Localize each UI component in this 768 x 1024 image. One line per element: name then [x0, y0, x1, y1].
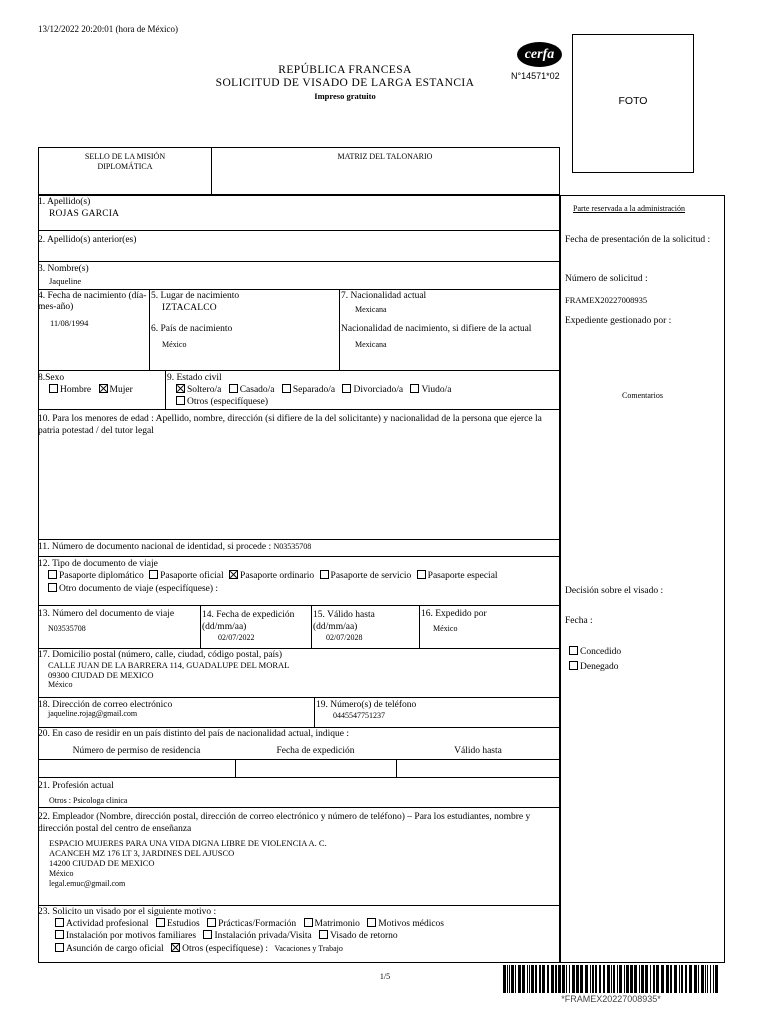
marriage-checkbox[interactable]	[304, 918, 313, 927]
barcode-bar	[701, 965, 704, 993]
civil-separated[interactable]: Separado/a	[282, 385, 335, 395]
barcode-bar	[653, 965, 655, 993]
surname-field[interactable]: ROJAS GARCIA	[49, 209, 120, 219]
barcode-bar	[585, 965, 588, 993]
field-2-label: 2. Apellido(s) anterior(es)	[38, 235, 137, 245]
purpose-training[interactable]: Prácticas/Formación	[207, 919, 296, 929]
barcode-bar	[569, 965, 570, 993]
barcode-bar	[576, 965, 579, 993]
purpose-studies[interactable]: Estudios	[156, 919, 200, 929]
photo-box	[572, 34, 694, 173]
field-4-label: 4. Fecha de nacimiento (día-mes-año)	[38, 291, 147, 312]
form-subtitle: Impreso gratuito	[314, 91, 376, 101]
barcode-bar	[685, 965, 687, 993]
training-checkbox[interactable]	[207, 918, 216, 927]
service-checkbox[interactable]	[320, 570, 329, 579]
barcode-bar	[613, 965, 615, 993]
doc-other[interactable]: Otro documento de viaje (especifíquese) :	[48, 583, 218, 594]
purpose-family[interactable]: Instalación por motivos familiares	[55, 931, 196, 941]
barcode-bar	[527, 965, 528, 993]
form-title: SOLICITUD DE VISADO DE LARGA ESTANCIA	[215, 77, 475, 89]
residence-permit-header: Número de permiso de residencia	[72, 746, 201, 756]
barcode-text: *FRAMEX20227008935*	[561, 994, 661, 1004]
admin-comments-label: Comentarios	[622, 391, 663, 400]
single-checkbox[interactable]	[176, 384, 185, 393]
employer-line-2: ACANCEH MZ 176 LT 3, JARDINES DEL AJUSCO	[49, 848, 235, 858]
denied-checkbox[interactable]	[569, 661, 578, 670]
sex-male[interactable]: Hombre	[49, 385, 91, 395]
barcode-bar	[707, 965, 708, 993]
civil-married[interactable]: Casado/a	[229, 385, 275, 395]
barcode-bar	[509, 965, 510, 993]
barcode-bar	[619, 965, 622, 993]
field-11-label: 11. Número de documento nacional de identidad, si procede :	[38, 542, 274, 552]
birth-nationality-field[interactable]: Mexicana	[355, 340, 387, 349]
travel-doc-number-field[interactable]: N03535708	[48, 624, 86, 633]
barcode-bar	[626, 965, 629, 993]
field-7-label: 7. Nacionalidad actual	[341, 291, 427, 301]
barcode-bar	[670, 965, 672, 993]
civil-single[interactable]: Soltero/a	[176, 385, 221, 395]
address-line-3: México	[48, 680, 73, 689]
field-5-label: 5. Lugar de nacimiento	[151, 291, 240, 301]
field-14-label: 14. Fecha de expedición (dd/mm/aa)	[202, 610, 295, 632]
travel-doc-options	[48, 570, 498, 581]
field-18-label: 18. Dirección de correo electrónico	[38, 700, 173, 710]
field-22-label: 22. Empleador (Nombre, dirección postal, dirección de correo electrónico y número de teléfono) – Para los estudiantes, nombre y dirección postal del centro de enseñanza	[38, 812, 531, 834]
return-visa-checkbox[interactable]	[319, 930, 328, 939]
field-8-label: 8.Sexo	[38, 373, 65, 383]
country-heading: REPÚBLICA FRANCESA	[278, 64, 412, 76]
barcode-bar	[705, 965, 706, 993]
barcode-bar	[529, 965, 530, 993]
field-11	[38, 542, 311, 552]
barcode-bar	[531, 965, 534, 993]
barcode-bar	[624, 965, 625, 993]
doc-service[interactable]: Pasaporte de servicio	[320, 571, 412, 581]
form-number: N°14571*02	[511, 71, 560, 81]
barcode-bar	[515, 965, 516, 993]
barcode-bar	[630, 965, 633, 993]
employer-line-5: legal.emuc@gmail.com	[49, 879, 126, 888]
field-13-label: 13. Número del documento de viaje	[38, 609, 175, 619]
barcode-bar	[694, 965, 697, 993]
field-20-label: 20. En caso de residir en un país distinto del país de nacionalidad actual, indique :	[38, 729, 350, 739]
diplomatic-checkbox[interactable]	[48, 570, 57, 579]
cerfa-logo	[517, 42, 562, 67]
purpose-row-2	[55, 930, 398, 941]
admin-title: Parte reservada a la administración	[573, 204, 685, 213]
stub-matrix-label: MATRIZ DEL TALONARIO	[337, 152, 433, 161]
barcode-bar	[715, 965, 718, 993]
barcode-bar	[603, 965, 605, 993]
employer-line-1: ESPACIO MUJERES PARA UNA VIDA DIGNA LIBRE DE VIOLENCIA A. C.	[49, 838, 327, 848]
field-6-label: 6. País de nacimiento	[151, 324, 233, 334]
admin-granted[interactable]: Concedido	[569, 646, 621, 657]
admin-denied[interactable]: Denegado	[569, 661, 619, 672]
purpose-return[interactable]: Visado de retorno	[319, 931, 398, 941]
doc-diplomatic[interactable]: Pasaporte diplomático	[48, 571, 144, 581]
field-9-label: 9. Estado civil	[167, 373, 222, 383]
barcode-bar	[713, 965, 714, 993]
purpose-other[interactable]: Otros (especifíquese) :	[171, 944, 268, 954]
barcode-bar	[507, 965, 508, 993]
photo-label: FOTO	[618, 95, 648, 107]
barcode-bar	[645, 965, 648, 993]
admin-decision-label: Decisión sobre el visado :	[565, 586, 664, 596]
field-1-label: 1. Apellido(s)	[38, 197, 91, 207]
admin-number-value: FRAMEX20227008935	[565, 295, 648, 305]
address-line-2: 09300 CIUDAD DE MEXICO	[48, 670, 154, 680]
field-3-label: 3. Nombre(s)	[38, 264, 89, 274]
civil-divorced[interactable]: Divorciado/a	[342, 385, 403, 395]
purpose-professional[interactable]: Actividad profesional	[55, 919, 149, 929]
other-doc-checkbox[interactable]	[48, 583, 57, 592]
page-number: 1/5	[379, 972, 391, 981]
barcode-bar	[710, 965, 711, 993]
employer-line-3: 14200 CIUDAD DE MEXICO	[49, 858, 155, 868]
barcode-bar	[542, 965, 545, 993]
valid-until-field[interactable]: 02/07/2028	[326, 633, 363, 642]
barcode-bar	[522, 965, 525, 993]
barcode-bar	[607, 965, 610, 993]
field-21-label: 21. Profesión actual	[38, 781, 114, 791]
birth-nationality-label: Nacionalidad de nacimiento, si difiere de la actual	[341, 324, 532, 334]
given-name-field[interactable]: Jaqueline	[49, 276, 82, 286]
barcode-bar	[562, 965, 565, 993]
purpose-private-visit[interactable]: Instalación privada/Visita	[203, 931, 311, 941]
national-id-field[interactable]: N03535708	[273, 542, 312, 551]
field-12-label: 12. Tipo de documento de viaje	[38, 559, 158, 569]
official-checkbox[interactable]	[149, 570, 158, 579]
official-post-checkbox[interactable]	[55, 943, 64, 952]
field-15-label: 15. Válido hasta (dd/mm/aa)	[313, 610, 375, 632]
issued-by-field[interactable]: México	[433, 624, 458, 633]
birth-date-field[interactable]: 11/08/1994	[50, 318, 89, 328]
mission-seal-label: SELLO DE LA MISIÓN DIPLOMÁTICA	[84, 152, 166, 171]
ordinary-checkbox[interactable]	[229, 570, 238, 579]
barcode-bar	[503, 965, 506, 993]
barcode-bar	[656, 965, 659, 993]
field-10-label: 10. Para los menores de edad : Apellido, nombre, dirección (si difiere de la del solicitante) y nacionalidad de la persona que ejerce la patria potestad / del tutor legal	[38, 414, 542, 436]
civil-other[interactable]: Otros (especifíquese)	[176, 396, 268, 407]
civil-widowed[interactable]: Viudo/a	[410, 385, 451, 395]
barcode-bar	[679, 965, 680, 993]
barcode-bar	[558, 965, 561, 993]
doc-special[interactable]: Pasaporte especial	[417, 571, 498, 581]
divorced-checkbox[interactable]	[342, 384, 351, 393]
barcode-bar	[572, 965, 575, 993]
barcode-bar	[580, 965, 583, 993]
medical-checkbox[interactable]	[367, 918, 376, 927]
barcode-bar	[599, 965, 601, 993]
barcode-bar	[592, 965, 594, 993]
separated-checkbox[interactable]	[282, 384, 291, 393]
purpose-marriage[interactable]: Matrimonio	[304, 919, 360, 929]
address-line-1: CALLE JUAN DE LA BARRERA 114, GUADALUPE DEL MORAL	[48, 660, 290, 670]
special-checkbox[interactable]	[417, 570, 426, 579]
barcode-bar	[555, 965, 557, 993]
field-19-label: 19. Número(s) de teléfono	[316, 700, 417, 710]
male-checkbox[interactable]	[49, 384, 58, 393]
professional-checkbox[interactable]	[55, 918, 64, 927]
cerfa-logo-text: cerfa	[524, 47, 555, 62]
barcode-bar	[698, 965, 699, 993]
admin-number-label: Número de solicitud :	[565, 274, 648, 284]
barcode-bar	[611, 965, 612, 993]
employer-field[interactable]	[49, 838, 327, 889]
barcode-bar	[535, 965, 537, 993]
married-checkbox[interactable]	[229, 384, 238, 393]
profession-field[interactable]: Otros : Psicologa clinica	[49, 796, 128, 805]
purpose-official-post[interactable]: Asunción de cargo oficial	[55, 944, 164, 954]
barcode-bar	[650, 965, 651, 993]
other-purpose-checkbox[interactable]	[171, 943, 180, 952]
residence-valid-header: Válido hasta	[454, 746, 502, 756]
admin-handled-label: Expediente gestionado por :	[565, 316, 672, 326]
admin-section	[560, 195, 725, 963]
print-timestamp: 13/12/2022 20:20:01 (hora de México)	[38, 24, 178, 34]
employer-line-4: México	[49, 869, 74, 878]
sex-female[interactable]: Mujer	[99, 385, 133, 395]
purpose-medical[interactable]: Motivos médicos	[367, 919, 444, 929]
civil-status-options	[176, 384, 456, 395]
barcode-bar	[689, 965, 692, 993]
other-purpose-field[interactable]: Vacaciones y Trabajo	[274, 944, 343, 953]
barcode-bar	[566, 965, 567, 993]
barcode-bar	[547, 965, 549, 993]
phone-field[interactable]: 0445547751237	[333, 711, 385, 720]
barcode-bar	[639, 965, 640, 993]
widowed-checkbox[interactable]	[410, 384, 419, 393]
barcode-bar	[666, 965, 669, 993]
field-23-label: 23. Solicito un visado por el siguiente motivo :	[38, 907, 217, 917]
barcode-bar	[634, 965, 637, 993]
barcode-bar	[539, 965, 541, 993]
barcode-bar	[617, 965, 618, 993]
granted-checkbox[interactable]	[569, 646, 578, 655]
birth-country-field[interactable]: México	[162, 340, 187, 349]
purpose-row-1	[55, 918, 444, 929]
birth-place-field[interactable]: IZTACALCO	[162, 303, 217, 313]
field-17-label: 17. Domicilio postal (número, calle, ciudad, código postal, país)	[38, 650, 283, 660]
barcode-bar	[681, 965, 683, 993]
doc-ordinary[interactable]: Pasaporte ordinario	[229, 571, 314, 581]
barcode-bar	[551, 965, 554, 993]
barcode-bar	[511, 965, 514, 993]
barcode	[503, 965, 719, 993]
residence-issue-header: Fecha de expedición	[276, 746, 355, 756]
purpose-row-3	[55, 943, 343, 954]
barcode-bar	[661, 965, 664, 993]
nationality-field[interactable]: Mexicana	[355, 305, 387, 314]
issue-date-field[interactable]: 02/07/2022	[218, 633, 255, 642]
email-field[interactable]: jaqueline.rojag@gmail.com	[48, 709, 138, 718]
doc-official[interactable]: Pasaporte oficial	[149, 571, 224, 581]
female-checkbox[interactable]	[99, 384, 108, 393]
other-civil-checkbox[interactable]	[176, 396, 185, 405]
barcode-bar	[518, 965, 521, 993]
barcode-bar	[595, 965, 597, 993]
field-16-label: 16. Expedido por	[421, 609, 487, 619]
admin-date-label: Fecha de presentación de la solicitud :	[565, 235, 711, 245]
studies-checkbox[interactable]	[156, 918, 165, 927]
barcode-bar	[590, 965, 591, 993]
barcode-bar	[674, 965, 677, 993]
postal-address-field[interactable]	[48, 660, 289, 690]
private-visit-checkbox[interactable]	[203, 930, 212, 939]
admin-date2-label: Fecha :	[565, 616, 593, 626]
barcode-bar	[641, 965, 644, 993]
family-checkbox[interactable]	[55, 930, 64, 939]
sex-options	[49, 384, 138, 395]
